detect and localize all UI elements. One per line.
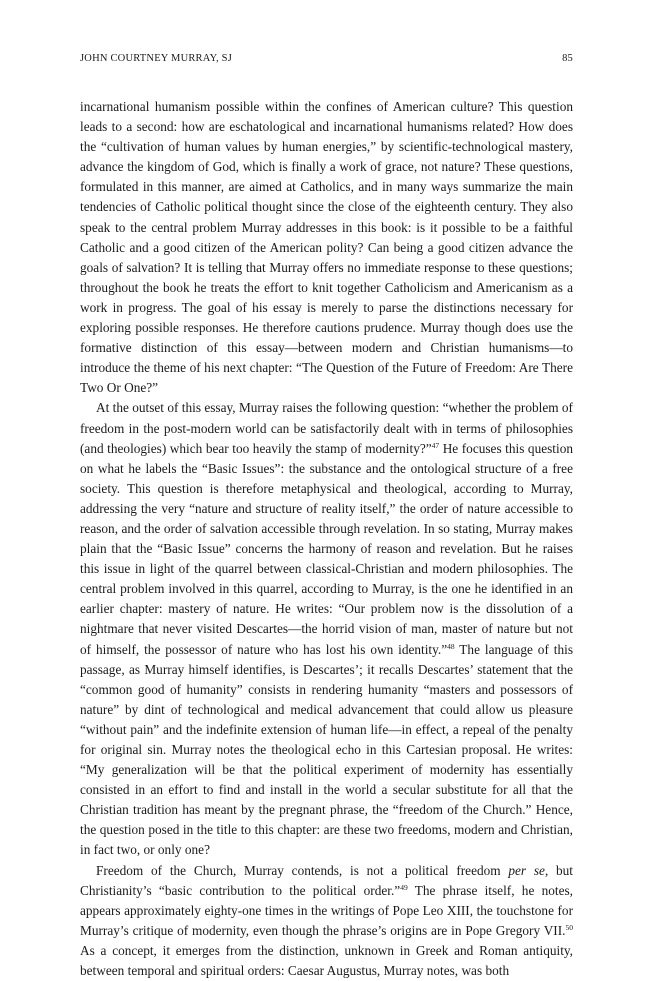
text-run: incarnational humanism possible within the confines of American culture? This question leads to a second: how are eschatological and incarnational humanisms related? How does the “cultivation of human values by human energies,” by scientific-technological mastery, advance the kingdom of God, which is finally a work of grace, not nature? These questions, formulated in this manner, are aimed at Catholics, and in many ways summarize the main tendencies of Catholic political thought since the close of the eighteenth century. They also speak to the central problem Murray addresses in this book: is it possible to be a faithful Catholic and a good citizen of the American polity? Can being a good citizen advance the goals of salvation? It is telling that Murray offers no immediate response to these questions; throughout the book he treats the effort to knit together Catholicism and Americanism as a work in progress. The goal of his essay is merely to parse the distinctions necessary for exploring possible responses. He therefore cautions prudence. Murray though does use the formative distinction of this essay—between modern and Christian humanisms—to introduce the theme of his next chapter: “The Question of the Future of Freedom: Are There Two Or One?” — [80, 99, 573, 396]
paragraph — [80, 861, 573, 981]
italic-text: per se — [508, 862, 545, 878]
footnote-marker: 48 — [447, 641, 455, 651]
page-number: 85 — [562, 53, 573, 64]
paragraph — [80, 398, 573, 860]
footnote-marker: 47 — [431, 440, 440, 450]
text-run: The phrase itself, he notes, appears approximately eighty-one times in the writings of Pope Leo XIII, the touchstone for Murray’s critique of modernity, even though the phrase’s origins are in Pope Gregory VII. — [80, 882, 573, 938]
running-head-author: JOHN COURTNEY MURRAY, SJ — [80, 53, 232, 64]
text-run: At the outset of this essay, Murray raises the following question: “whether the problem of freedom in the post-modern world can be satisfactorily dealt with in terms of philosophies (and theologies) which bear too heavily the stamp of modernity?” — [80, 400, 573, 456]
running-header — [80, 53, 573, 67]
footnote-marker: 50 — [565, 922, 573, 932]
text-run: The language of this passage, as Murray himself identifies, is Descartes’; it recalls Descartes’ statement that the “common good of humanity” consists in rendering humanity “masters and possessors of nature” by dint of technological and medical advancement that could allow us pleasure “without pain” and the indefinite extension of human life—in effect, a repeal of the penalty for original sin. Murray notes the theological echo in this Cartesian proposal. He writes: “My generalization will be that the political experiment of modernity has essentially consisted in an effort to find and install in the world a secular substitute for all that the Christian tradition has meant by the pregnant phrase, the “freedom of the Church.” Hence, the question posed in the title to this chapter: are these two freedoms, modern and Christian, in fact two, or only one? — [80, 641, 574, 858]
paragraph — [80, 97, 573, 398]
text-run: Freedom of the Church, Murray contends, is not a political freedom — [96, 862, 509, 878]
text-run: As a concept, it emerges from the distinction, unknown in Greek and Roman antiquity, between temporal and spiritual orders: Caesar Augustus, Murray notes, was both — [80, 942, 573, 979]
body-text — [80, 97, 573, 981]
text-run: He focuses this question on what he labels the “Basic Issues”: the substance and the ontological structure of a free society. This question is therefore metaphysical and theological, according to Murray, addressing the very “nature and structure of reality itself,” the order of nature accessible to reason, and the order of salvation accessible through revelation. In so stating, Murray makes plain that the “Basic Issue” concerns the harmony of reason and revelation. But he raises this issue in light of the quarrel between classical-Christian and modern philosophies. The central problem involved in this quarrel, according to Murray, is the one he identified in an earlier chapter: mastery of nature. He writes: “Our problem now is the dissolution of a nightmare that never visited Descartes—the horrid vision of man, master of nature but not of himself, the possessor of nature who has lost his own identity.” — [80, 440, 573, 657]
text-run: , but Christianity’s “basic contribution to the political order.” — [80, 862, 573, 898]
footnote-marker: 49 — [400, 882, 408, 892]
